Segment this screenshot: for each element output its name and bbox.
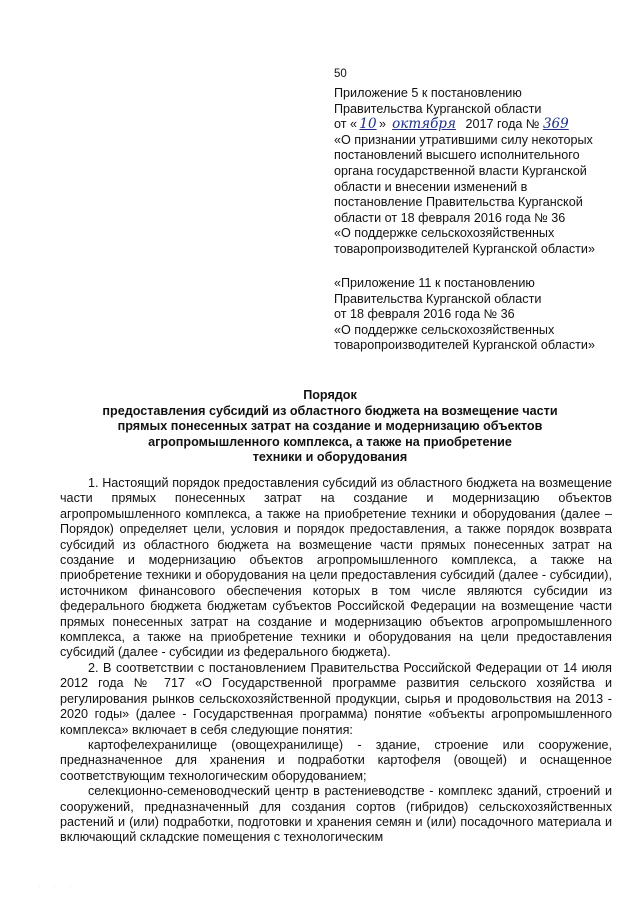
appendix-line: Приложение 5 к постановлению — [334, 86, 522, 100]
appendix-line: товаропроизводителей Курганской области» — [334, 338, 595, 353]
title-line: техники и оборудования — [252, 450, 408, 464]
scan-artifact-dots: · · · — [38, 884, 78, 890]
title-line: прямых понесенных затрат на создание и модернизацию объектов — [117, 419, 543, 433]
appendix-line: «Приложение 11 к постановлению — [334, 276, 535, 290]
body-paragraph: 2. В соответствии с постановлением Правительства Российской Федерации от 14 июля 2012 года № 717 «О Государственной программе развития сельского хозяйства и регулирования рынков сельскохозяйственной продукции, сырья и продовольствия на 2013 - 2020 годы» (далее - Государственная программа) понятие «объекты агропромышленного комплекса» включает в себя следующие понятия: — [60, 660, 612, 737]
appendix-line: постановлений высшего исполнительного — [334, 148, 580, 163]
appendix-line: области и внесении изменений в — [334, 179, 528, 194]
document-body — [60, 476, 612, 846]
handwritten-number: 369 — [542, 116, 569, 133]
appendix-line: «О поддержке сельскохозяйственных — [334, 322, 555, 337]
appendix-line: от 18 февраля 2016 года № 36 — [334, 307, 515, 322]
date-year: 2017 года № — [465, 117, 540, 132]
appendix-line: товаропроизводителей Курганской области» — [334, 241, 595, 256]
appendix-line: области от 18 февраля 2016 года № 36 — [334, 210, 566, 225]
page-number: 50 — [334, 68, 347, 80]
appendix-date-line — [334, 117, 624, 133]
title-line: предоставления субсидий из областного бюджета на возмещение части — [102, 403, 558, 418]
document-title — [60, 388, 600, 466]
body-paragraph: картофелехранилище (овощехранилище) - здание, строение или сооружение, предназначенное для хранения и подработки картофеля (овощей) и оснащенное соответствующим технологическим оборудованием; — [60, 737, 612, 783]
appendix-line: «О признании утратившими силу некоторых — [334, 132, 593, 147]
date-mid: » — [379, 117, 387, 132]
title-line: Порядок — [303, 388, 357, 402]
handwritten-day: 10 — [359, 116, 377, 133]
appendix-line: «О поддержке сельскохозяйственных — [334, 226, 555, 241]
appendix-line: постановление Правительства Курганской — [334, 195, 583, 210]
appendix-main-header — [334, 86, 624, 258]
title-line: агропромышленного комплекса, а также на приобретение — [148, 434, 512, 449]
body-paragraph: селекционно-семеноводческий центр в растениеводстве - комплекс зданий, строений и сооружений, предназначенный для создания сортов (гибридов) сельскохозяйственных растений и (или) подработки, подготовки и хранения семян и (или) посадочного материала и включающий складские помещения с технологическим — [60, 784, 612, 845]
appendix-line: органа государственной власти Курганской — [334, 163, 587, 178]
appendix-line: Правительства Курганской области — [334, 291, 542, 306]
date-prefix: от « — [334, 117, 357, 132]
appendix-line: Правительства Курганской области — [334, 101, 542, 116]
body-paragraph: 1. Настоящий порядок предоставления субсидий из областного бюджета на возмещение части прямых понесенных затрат на создание и модернизацию объектов агропромышленного комплекса, а также на приобретение техники и оборудования (далее – Порядок) определяет цели, условия и порядок предоставления, а также порядок возврата субсидий из областного бюджета на возмещение части прямых понесенных затрат на создание и модернизацию объектов агропромышленного комплекса, а также на приобретение техники и оборудования на цели предоставления субсидий (далее - субсидии), источником финансового обеспечения которых в том числе являются субсидии из федерального бюджета бюджетам субъектов Российской Федерации на возмещение части прямых понесенных затрат на создание и модернизацию объектов агропромышленного комплекса, а также на приобретение техники и оборудования на цели предоставления субсидий (далее - субсидии из федерального бюджета). — [60, 476, 612, 660]
handwritten-month: октября — [392, 116, 456, 133]
appendix-sub-header — [334, 276, 624, 354]
